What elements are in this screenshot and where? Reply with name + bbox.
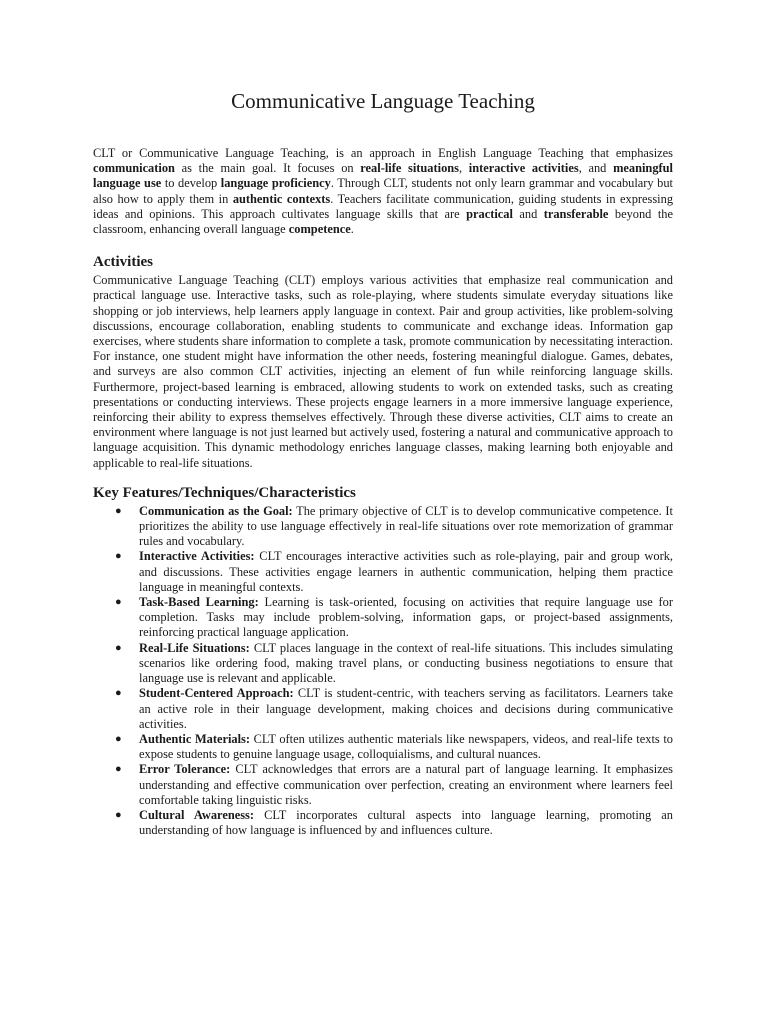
bullet-icon: ● <box>115 550 122 563</box>
intro-text-run: . <box>350 222 354 237</box>
bullet-icon: ● <box>115 763 122 776</box>
intro-bold-term: language proficiency <box>220 176 331 191</box>
feature-item <box>93 808 673 838</box>
intro-text-run: , and <box>578 161 614 176</box>
activities-heading: Activities <box>93 254 153 271</box>
intro-bold-term: communication <box>93 161 175 176</box>
document-title: Communicative Language Teaching <box>231 89 535 113</box>
intro-text-run: CLT or Communicative Language Teaching, is an approach in English Language Teaching that emphasizes <box>93 146 673 160</box>
intro-bold-term: authentic contexts <box>232 191 331 206</box>
intro-text-run: beyond the classroom, enhancing overall language <box>93 206 673 237</box>
bullet-icon: ● <box>115 504 122 517</box>
feature-item <box>93 641 673 687</box>
features-heading: Key Features/Techniques/Characteristics <box>93 484 356 501</box>
feature-item <box>93 732 673 762</box>
feature-term: Cultural Awareness: <box>139 807 254 822</box>
feature-item <box>93 686 673 732</box>
feature-item <box>93 762 673 808</box>
intro-text-run: . Teachers facilitate communication, guiding students in expressing ideas and opinions. This approach cultivates language skills that are <box>93 191 674 221</box>
intro-bold-term: real-life situations <box>360 161 459 176</box>
feature-description: CLT acknowledges that errors are a natural part of language learning. It emphasizes understanding and effective communication over perfection, creating an environment where learners feel comfortable taking linguistic risks. <box>139 762 674 807</box>
bullet-icon: ● <box>115 641 122 654</box>
feature-item <box>93 504 673 550</box>
features-list <box>93 504 673 838</box>
intro-bold-term: transferable <box>543 206 609 221</box>
feature-item <box>93 595 673 641</box>
intro-bold-term: practical <box>466 206 513 221</box>
intro-text-run: as the main goal. It focuses on <box>174 161 361 176</box>
bullet-icon: ● <box>115 596 122 609</box>
feature-description: CLT is student-centric, with teachers serving as facilitators. Learners take an active role in their language development, making choices and decisions during communicative activities. <box>139 686 673 731</box>
feature-term: Authentic Materials: <box>139 731 251 746</box>
feature-term: Interactive Activities: <box>139 549 255 564</box>
feature-term: Communication as the Goal: <box>139 503 293 518</box>
intro-bold-term: interactive activities <box>468 161 579 176</box>
bullet-icon: ● <box>115 687 122 700</box>
feature-term: Error Tolerance: <box>139 762 231 777</box>
feature-description: CLT encourages interactive activities such as role-playing, pair and group work, and discussions. These activities engage learners in authentic communication, helping them practice language in meaningful contexts. <box>139 549 673 594</box>
feature-description: CLT incorporates cultural aspects into language learning, promoting an understanding of how language is influenced by and influences culture. <box>139 807 673 838</box>
feature-description: The primary objective of CLT is to develop communicative competence. It prioritizes the ability to use language effectively in real-life situations over rote memorization of grammar rules and vocabulary. <box>139 503 673 549</box>
feature-description: Learning is task-oriented, focusing on activities that require language use for completion. Tasks may include problem-solving, information gaps, or project-based assignments, reinforcing practical language application. <box>139 595 674 640</box>
intro-bold-term: competence <box>288 222 351 237</box>
intro-bold-term: meaningful language use <box>93 161 673 191</box>
intro-text-run: to develop <box>161 176 221 191</box>
feature-item <box>93 549 673 595</box>
intro-text-run: . Through CLT, students not only learn grammar and vocabulary but also how to apply them in <box>93 176 674 206</box>
feature-description: CLT places language in the context of real-life situations. This includes simulating scenarios like ordering food, making travel plans, or conducting business negotiations to ensure that language use is relevant and applicable. <box>139 640 673 686</box>
feature-term: Real-Life Situations: <box>139 640 250 655</box>
document-page <box>93 88 673 838</box>
activities-paragraph: Communicative Language Teaching (CLT) employs various activities that emphasize real communication and practical language use. Interactive tasks, such as role-playing, where students simulate everyday situations like shopping or job interviews, help learners apply language in context. Pair and group activities, like problem-solving discussions, encourage collaboration, enabling students to communicate and exchange ideas. Information gap exercises, where students share information to complete a task, promote communication by necessitating interaction. For instance, one student might have information the other needs, fostering meaningful dialogue. Games, debates, and surveys are also common CLT activities, injecting an element of fun while reinforcing language skills. Furthermore, project-based learning is embraced, allowing students to work on extended tasks, such as creating presentations or conducting interviews. These projects engage learners in a more immersive language experience, reinforcing their ability to express themselves effectively. Through these diverse activities, CLT aims to create an environment where language is not just learned but actively used, fostering a natural and communicative approach to language acquisition. This dynamic methodology enriches language classes, making learning both enjoyable and applicable to real-life situations. <box>93 273 673 470</box>
feature-description: CLT often utilizes authentic materials like newspapers, videos, and real-life texts to expose students to genuine language usage, colloquialisms, and cultural nuances. <box>139 731 673 762</box>
bullet-icon: ● <box>115 732 122 745</box>
feature-term: Task-Based Learning: <box>139 595 259 610</box>
intro-text-run: , <box>458 161 469 176</box>
intro-paragraph <box>93 146 673 237</box>
feature-term: Student-Centered Approach: <box>139 686 294 701</box>
intro-text-run: and <box>512 206 544 221</box>
bullet-icon: ● <box>115 808 122 821</box>
